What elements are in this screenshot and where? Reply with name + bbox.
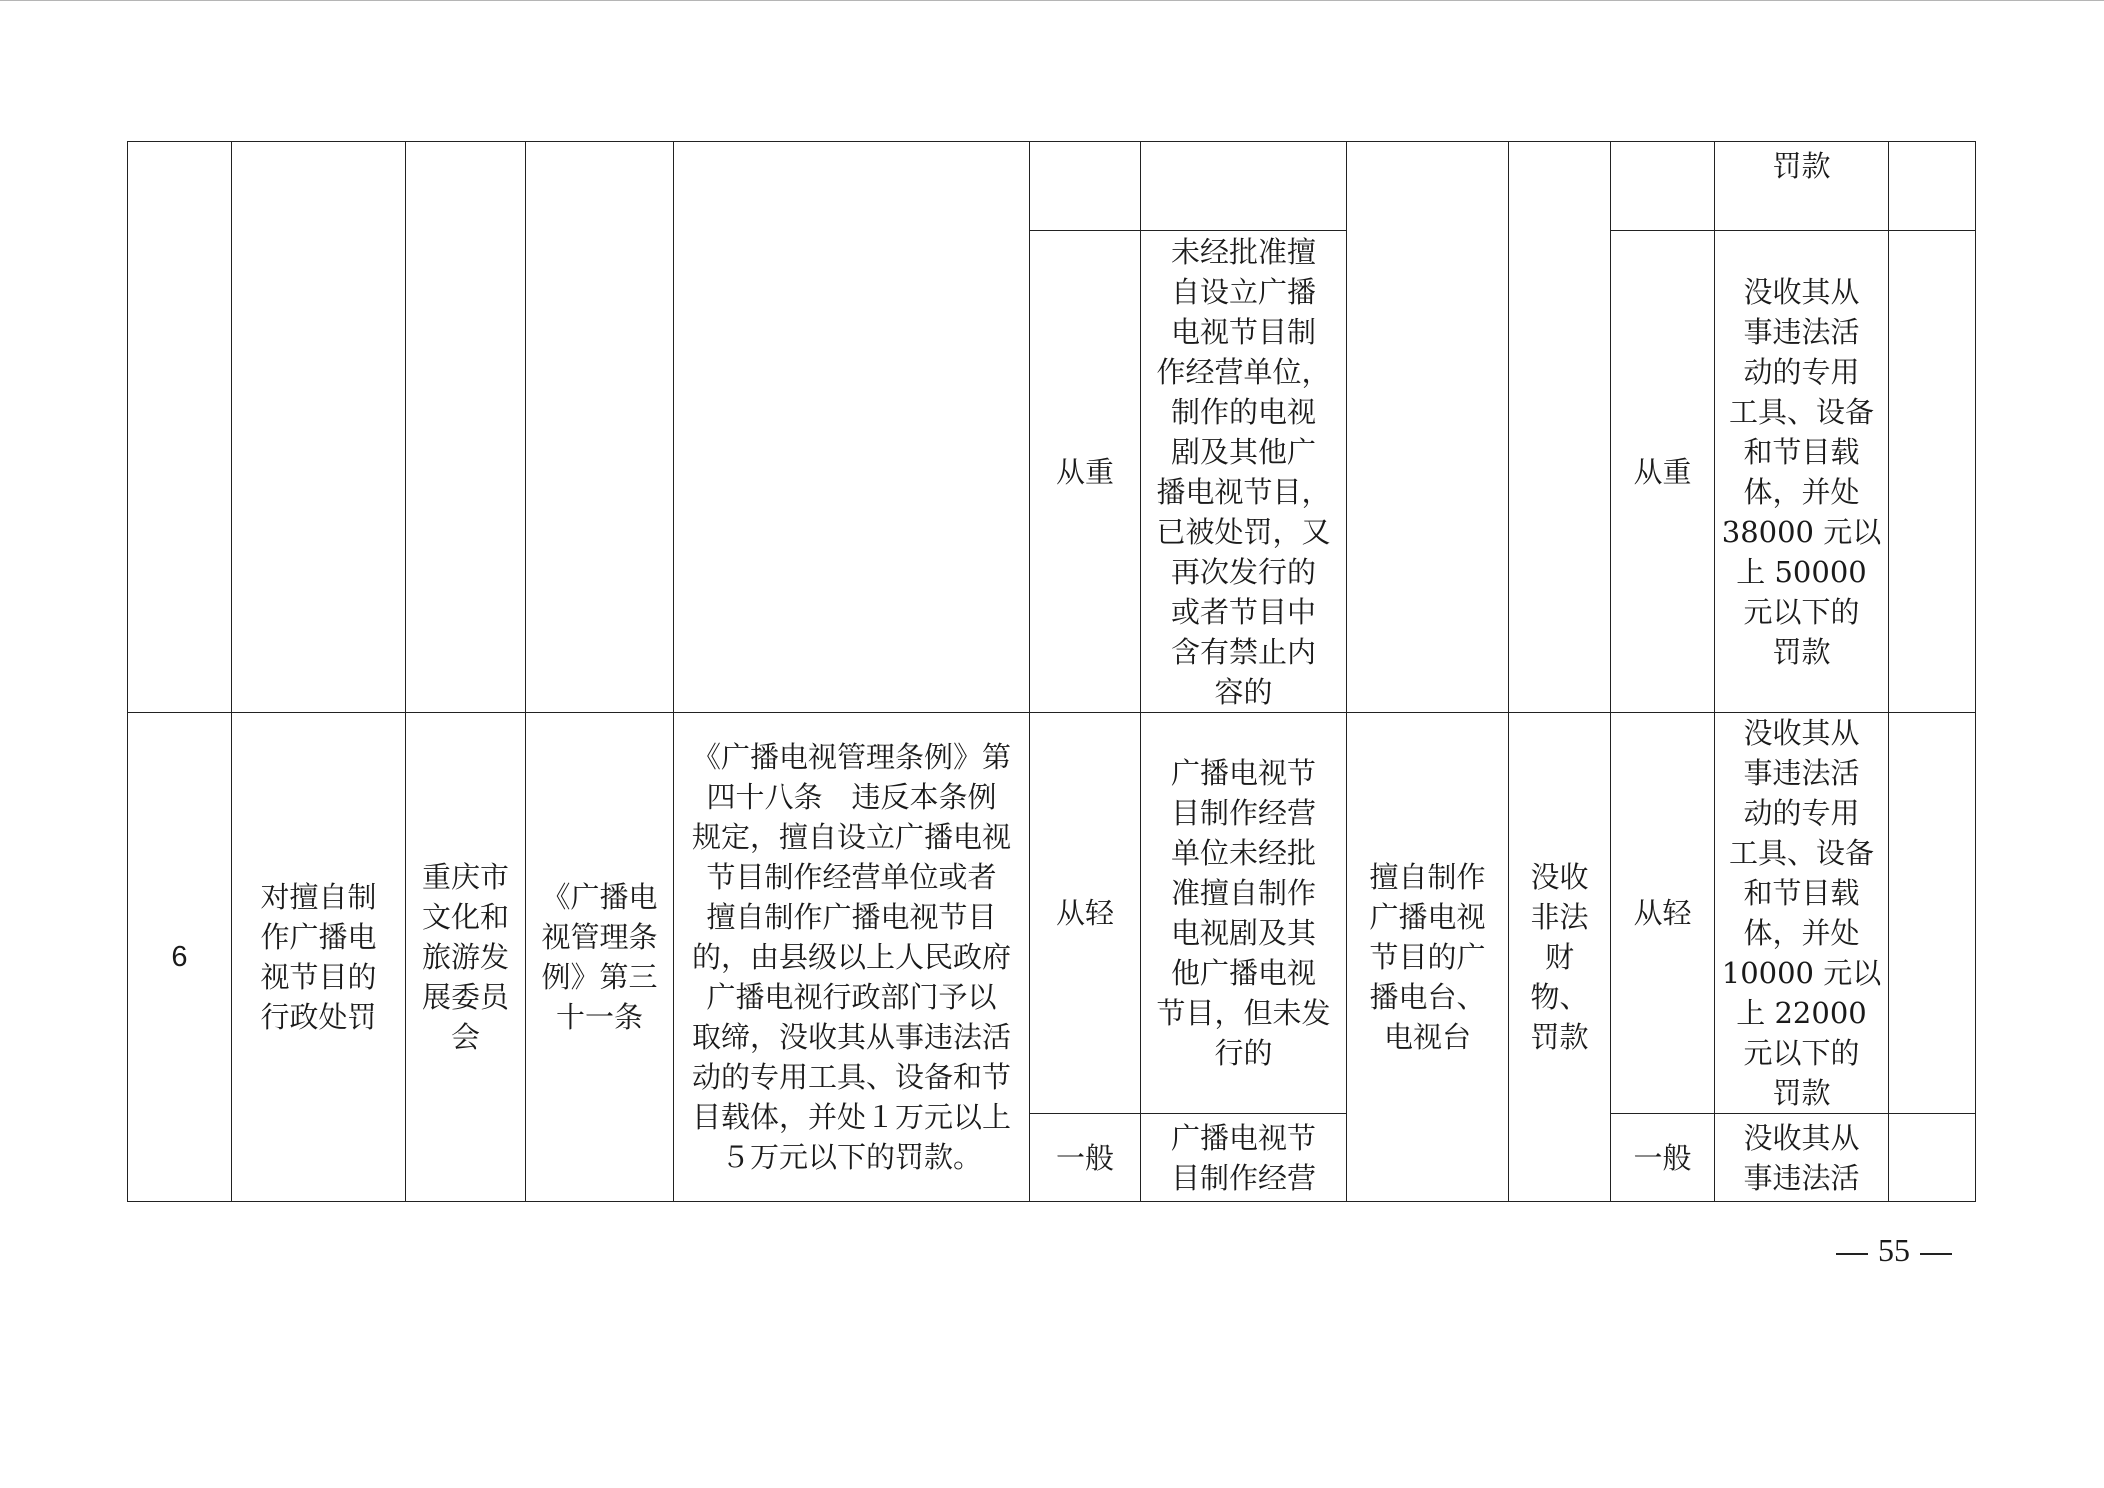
penalty-type-cell-continued xyxy=(1509,142,1611,713)
standard-heavy: 没收其从 事违法活 动的专用 工具、设备 和节目载 体，并处 38000 元以 上 50000 元以下的 罚款 xyxy=(1715,231,1889,713)
remarks-heavy xyxy=(1889,231,1976,713)
level-heavy-left: 从重 xyxy=(1030,231,1141,713)
item-name: 对擅自制 作广播电 视节目的 行政处罚 xyxy=(232,713,406,1202)
circumstance-heavy: 未经批准擅 自设立广播 电视节目制 作经营单位， 制作的电视 剧及其他广 播电视节目， 已被处罚，又 再次发行的 或者节目中 含有禁止内 容的 xyxy=(1141,231,1347,713)
standard-general: 没收其从 事违法活 xyxy=(1715,1114,1889,1202)
circumstance-cell-continued xyxy=(1141,142,1347,231)
level-general-right: 一般 xyxy=(1611,1114,1715,1202)
level-heavy-right: 从重 xyxy=(1611,231,1715,713)
dash-right xyxy=(1920,1253,1952,1255)
subject-cell-continued xyxy=(1347,142,1509,713)
remarks-general xyxy=(1889,1114,1976,1202)
enforcement-authority: 重庆市 文化和 旅游发 展委员 会 xyxy=(406,713,526,1202)
legal-basis: 《广播电 视管理条 例》第三 十一条 xyxy=(526,713,674,1202)
basis-cell-continued xyxy=(526,142,674,713)
number-cell-continued xyxy=(128,142,232,713)
standard-light: 没收其从 事违法活 动的专用 工具、设备 和节目载 体，并处 10000 元以 上 22000 元以下的 罚款 xyxy=(1715,713,1889,1114)
standard-cell-continued: 罚款 xyxy=(1715,142,1889,231)
penalty-standard-table xyxy=(127,141,1976,1202)
page-number xyxy=(1826,1232,1962,1269)
circumstance-general: 广播电视节 目制作经营 xyxy=(1141,1114,1347,1202)
level-light-right: 从轻 xyxy=(1611,713,1715,1114)
level-right-cell-continued xyxy=(1611,142,1715,231)
item-name-cell-continued xyxy=(232,142,406,713)
item-number: 6 xyxy=(128,713,232,1202)
page-number-value: 55 xyxy=(1878,1232,1910,1268)
legal-provision-text: 《广播电视管理条例》第 四十八条 违反本条例 规定，擅自设立广播电视 节目制作经营单位或者 擅自制作广播电视节目 的，由县级以上人民政府 广播电视行政部门予以 取缔，没收其从事违法活 动的专用工具、设备和节 目载体，并处１万元以上 ５万元以下的罚款。 xyxy=(674,713,1030,1202)
remarks-light xyxy=(1889,713,1976,1114)
circumstance-light: 广播电视节 目制作经营 单位未经批 准擅自制作 电视剧及其 他广播电视 节目，但未发 行的 xyxy=(1141,713,1347,1114)
remarks-cell-continued xyxy=(1889,142,1976,231)
dash-left xyxy=(1836,1253,1868,1255)
level-cell-continued xyxy=(1030,142,1141,231)
authority-cell-continued xyxy=(406,142,526,713)
top-border-line xyxy=(0,0,2104,1)
penalty-type: 没收 非法 财 物、 罚款 xyxy=(1509,713,1611,1202)
violating-subject: 擅自制作 广播电视 节目的广 播电台、 电视台 xyxy=(1347,713,1509,1202)
level-light-left: 从轻 xyxy=(1030,713,1141,1114)
level-general-left: 一般 xyxy=(1030,1114,1141,1202)
legal-text-cell-continued xyxy=(674,142,1030,713)
